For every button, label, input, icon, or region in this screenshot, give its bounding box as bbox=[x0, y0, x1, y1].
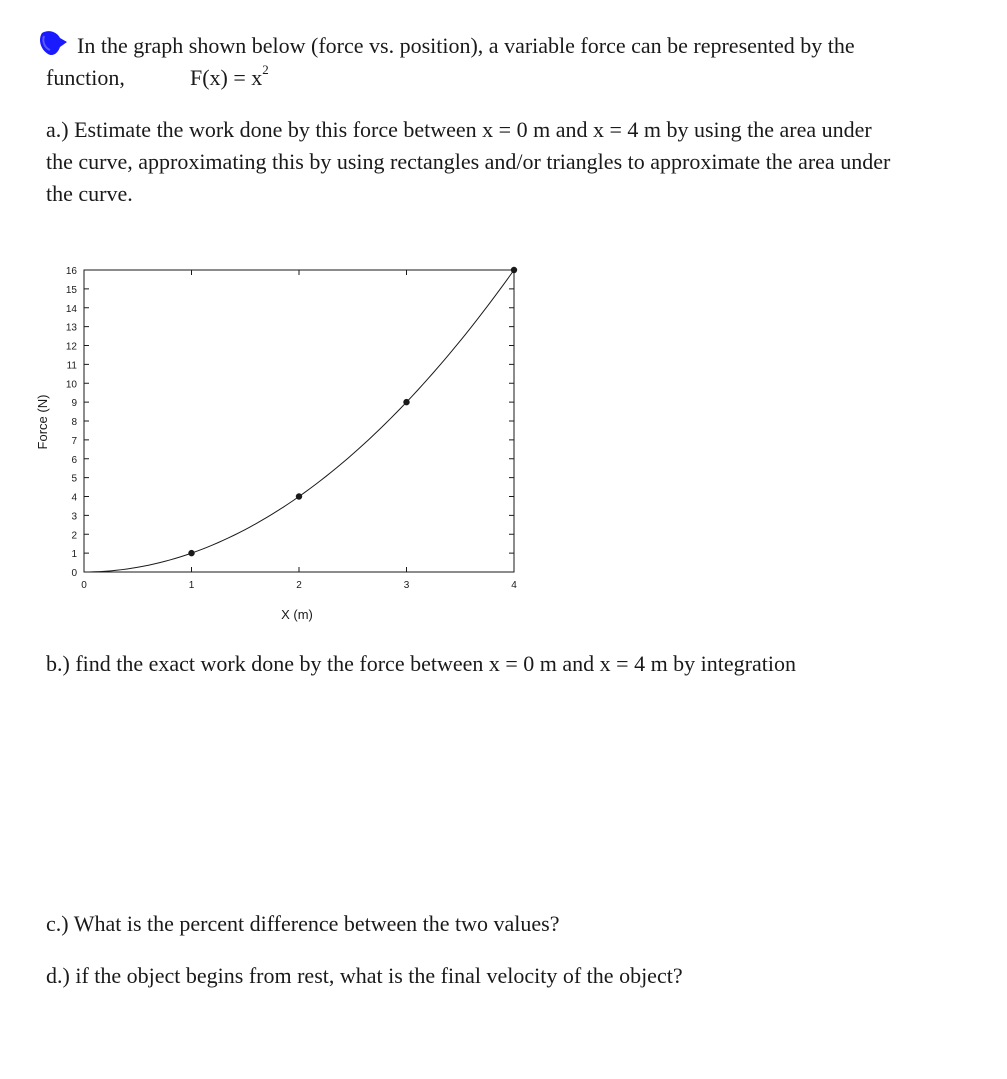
intro-line-2: function, bbox=[46, 65, 125, 90]
x-tick-label: 2 bbox=[296, 580, 302, 591]
y-tick-label: 3 bbox=[71, 511, 77, 523]
force-curve bbox=[84, 270, 514, 572]
y-tick-label: 5 bbox=[71, 473, 77, 485]
y-tick-label: 13 bbox=[65, 322, 77, 334]
y-tick-label: 11 bbox=[66, 360, 77, 372]
x-tick-label: 3 bbox=[403, 580, 410, 591]
x-tick-label: 1 bbox=[188, 580, 195, 591]
y-tick-label: 15 bbox=[65, 284, 77, 296]
pen-marker-icon bbox=[36, 27, 70, 61]
y-axis-label: Force (N) bbox=[35, 394, 50, 450]
part-a-line-2: the curve, approximating this by using rectangles and/or triangles to approximate the area under bbox=[46, 149, 891, 174]
y-tick-label: 9 bbox=[71, 398, 77, 410]
x-tick-label: 4 bbox=[511, 580, 517, 591]
y-tick-label: 8 bbox=[71, 417, 77, 428]
y-tick-label: 12 bbox=[65, 341, 77, 353]
y-tick-label: 10 bbox=[65, 379, 77, 391]
y-tick-label: 6 bbox=[71, 454, 77, 466]
y-tick-label: 4 bbox=[71, 492, 77, 504]
data-point bbox=[296, 493, 302, 499]
data-point bbox=[511, 267, 517, 273]
function-base: F(x) = x bbox=[190, 65, 263, 90]
x-axis-label: X (m) bbox=[281, 607, 313, 622]
part-d: d.) if the object begins from rest, what is the final velocity of the object? bbox=[46, 963, 683, 988]
y-tick-label: 2 bbox=[71, 530, 77, 542]
data-point bbox=[188, 550, 194, 556]
intro-line-1: In the graph shown below (force vs. position), a variable force can be represented by the bbox=[77, 33, 855, 58]
part-c: c.) What is the percent difference between the two values? bbox=[46, 911, 560, 936]
function-exponent: 2 bbox=[262, 62, 269, 77]
plot-frame bbox=[84, 270, 514, 572]
part-b: b.) find the exact work done by the force between x = 0 m and x = 4 m by integration bbox=[46, 651, 796, 676]
force-position-chart bbox=[0, 240, 560, 640]
y-tick-label: 0 bbox=[71, 568, 77, 579]
data-point bbox=[403, 399, 409, 405]
part-a-line-1: a.) Estimate the work done by this force between x = 0 m and x = 4 m by using the area under bbox=[46, 117, 872, 142]
y-tick-label: 7 bbox=[71, 435, 77, 447]
x-tick-label: 0 bbox=[81, 580, 87, 591]
y-tick-label: 16 bbox=[65, 266, 77, 277]
function-formula bbox=[190, 62, 269, 94]
y-tick-label: 14 bbox=[65, 303, 77, 315]
part-a-line-3: the curve. bbox=[46, 181, 133, 206]
y-tick-label: 1 bbox=[71, 549, 77, 561]
